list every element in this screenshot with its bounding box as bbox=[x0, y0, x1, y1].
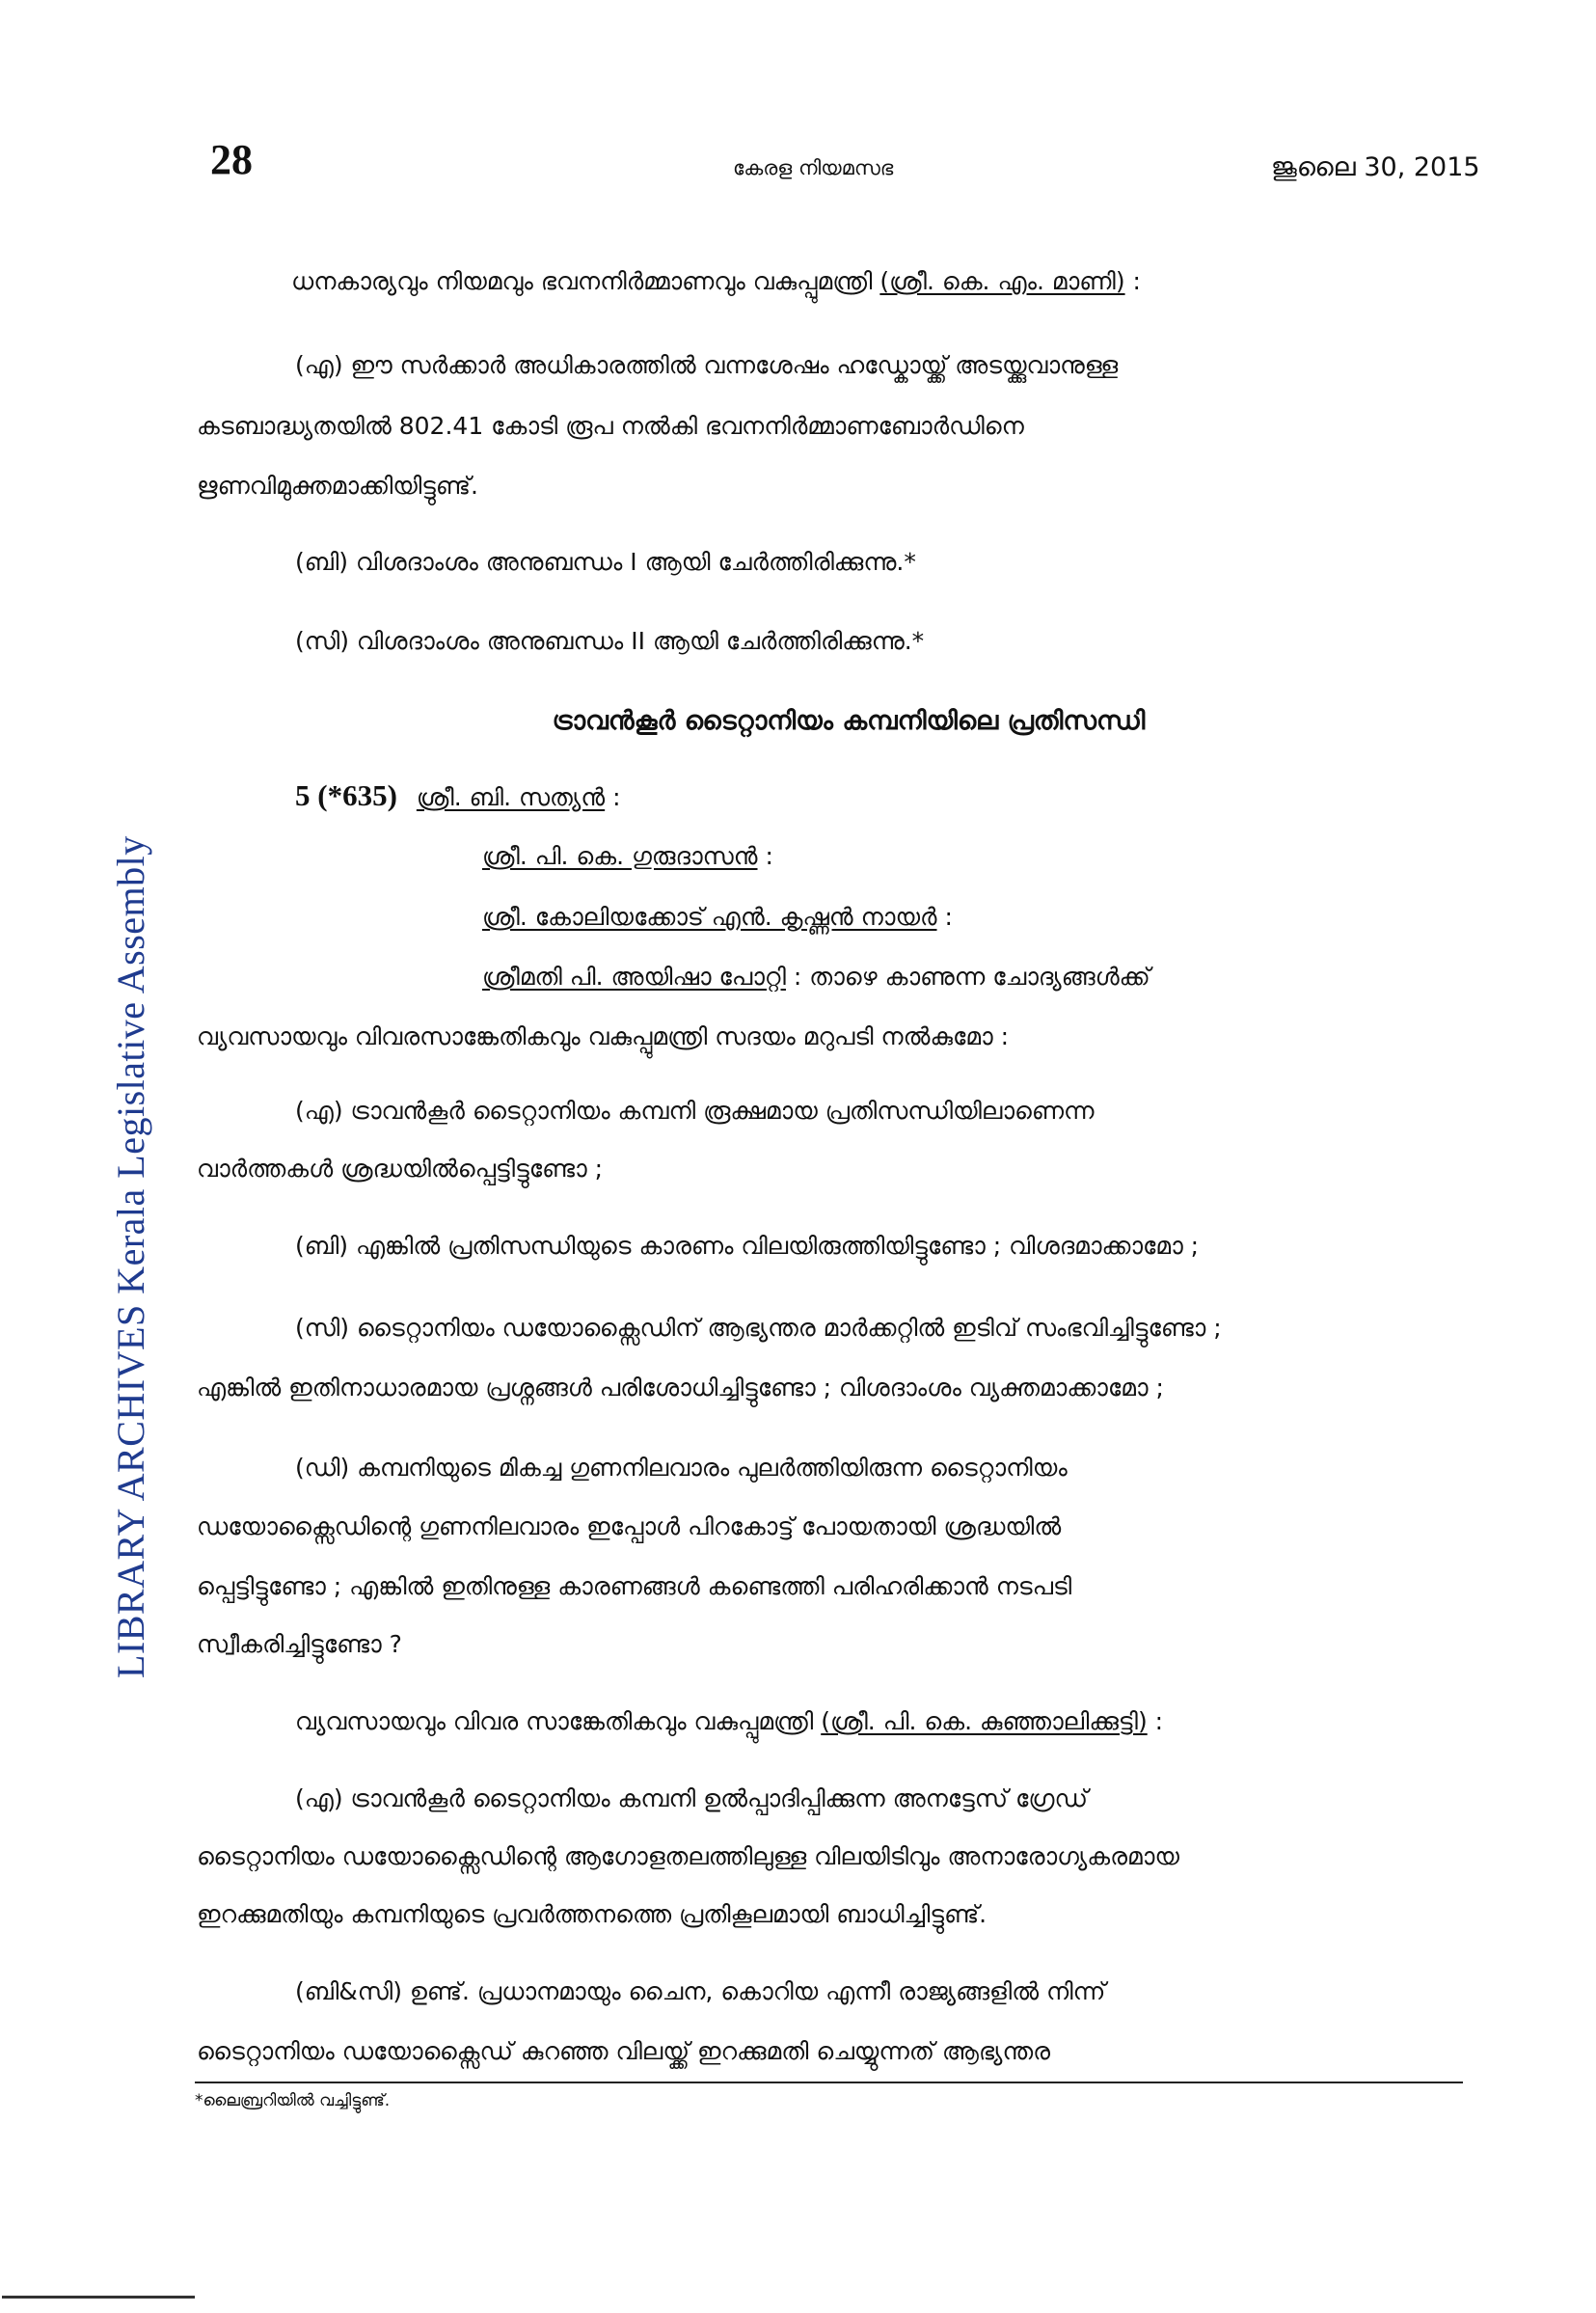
page-header-date: ജൂലൈ 30, 2015 bbox=[1271, 152, 1480, 182]
minister-suffix: : bbox=[1132, 267, 1141, 295]
answer2-a-line-1: (എ) ട്രാവൻകൂർ ടൈറ്റാനിയം കമ്പനി ഉൽപ്പാദിപ്പിക്കുന്ന അനട്ടേസ് ഗ്രേഡ് bbox=[295, 1784, 1089, 1812]
answer2-a-line-3: ഇറക്കുമതിയും കമ്പനിയുടെ പ്രവർത്തനത്തെ പ്രതികൂലമായി ബാധിച്ചിട്ടുണ്ട്. bbox=[197, 1900, 987, 1928]
question-intro-tail: : താഴെ കാണുന്ന ചോദ്യങ്ങൾക്ക് bbox=[793, 963, 1150, 991]
answer2-bc-line-1: (ബി&സി) ഉണ്ട്. പ്രധാനമായും ചൈന, കൊറിയ എന്നീ രാജ്യങ്ങളിൽ നിന്ന് bbox=[295, 1977, 1106, 2005]
question-d-line-3: പ്പെട്ടിട്ടുണ്ടോ ; എങ്കിൽ ഇതിനുള്ള കാരണങ്ങൾ കണ്ടെത്തി പരിഹരിക്കാൻ നടപടി bbox=[197, 1572, 1072, 1600]
answer2-a-line-2: ടൈറ്റാനിയം ഡയോക്സൈഡിന്റെ ആഗോളതലത്തിലുള്ള വിലയിടിവും അനാരോഗ്യകരമായ bbox=[197, 1842, 1179, 1870]
minister2-suffix: : bbox=[1154, 1707, 1164, 1735]
member-line-3 bbox=[482, 901, 953, 934]
question-d-line-2: ഡയോക്സൈഡിന്റെ ഗുണനിലവാരം ഇപ്പോൾ പിറകോട്ട് പോയതായി ശ്രദ്ധയിൽ bbox=[197, 1512, 1062, 1540]
member-2: ശ്രീ. പി. കെ. ഗുരുദാസൻ bbox=[482, 842, 758, 870]
question-intro-line-2: വ്യവസായവും വിവരസാങ്കേതികവും വകുപ്പുമന്ത്രി സദയം മറുപടി നൽകുമോ : bbox=[197, 1022, 1010, 1050]
member-3-sep: : bbox=[944, 903, 953, 931]
question-number: 5 (*635) bbox=[295, 778, 397, 812]
question-a-line-1: (എ) ട്രാവൻകൂർ ടൈറ്റാനിയം കമ്പനി രൂക്ഷമായ പ്രതിസന്ധിയിലാണെന്ന bbox=[295, 1097, 1095, 1125]
minister-line-1 bbox=[291, 265, 1141, 298]
member-line-4 bbox=[482, 961, 1150, 993]
answer1-a-text-1: (എ) ഈ സർക്കാർ അധികാരത്തിൽ വന്നശേഷം ഹഡ്കോയ്ക്ക് അടയ്ക്കുവാനുള്ള bbox=[295, 351, 1119, 379]
footnote: *ലൈബ്രറിയിൽ വച്ചിട്ടുണ്ട്. bbox=[195, 2091, 391, 2110]
question-a-line-2: വാർത്തകൾ ശ്രദ്ധയിൽപ്പെട്ടിട്ടുണ്ടോ ; bbox=[197, 1155, 603, 1183]
minister2-title: വ്യവസായവും വിവര സാങ്കേതികവും വകുപ്പുമന്ത്രി bbox=[295, 1707, 814, 1735]
page-header-title: കേരള നിയമസഭ bbox=[733, 156, 894, 179]
answer1-a-line-3 bbox=[197, 470, 478, 503]
minister-name: (ശ്രീ. കെ. എം. മാണി) bbox=[879, 267, 1125, 295]
question-b: (ബി) എങ്കിൽ പ്രതിസന്ധിയുടെ കാരണം വിലയിരുത്തിയിട്ടുണ്ടോ ; വിശദമാക്കാമോ ; bbox=[295, 1232, 1200, 1260]
minister-title: ധനകാര്യവും നിയമവും ഭവനനിർമ്മാണവും വകുപ്പുമന്ത്രി bbox=[291, 267, 873, 295]
member-line-2 bbox=[482, 840, 773, 873]
question-d-line-1: (ഡി) കമ്പനിയുടെ മികച്ച ഗുണനിലവാരം പുലർത്തിയിരുന്ന ടൈറ്റാനിയം bbox=[295, 1454, 1068, 1482]
page-edge-rule bbox=[2, 2296, 195, 2299]
member-1-sep: : bbox=[612, 783, 621, 811]
page-number: 28 bbox=[210, 136, 253, 183]
footnote-divider bbox=[195, 2082, 1463, 2083]
question-d-line-4: സ്വീകരിച്ചിട്ടുണ്ടോ ? bbox=[197, 1630, 402, 1658]
member-2-sep: : bbox=[765, 842, 773, 870]
question-first-line bbox=[295, 779, 621, 814]
section-heading: ട്രാവൻകൂർ ടൈറ്റാനിയം കമ്പനിയിലെ പ്രതിസന്ധി bbox=[552, 706, 1146, 736]
answer2-bc-line-2: ടൈറ്റാനിയം ഡയോക്സൈഡ് കുറഞ്ഞ വിലയ്ക്ക് ഇറക്കുമതി ചെയ്യുന്നത് ആഭ്യന്തര bbox=[197, 2037, 1051, 2065]
answer1-a-text-3: ഋണവിമുക്തമാക്കിയിട്ടുണ്ട്. bbox=[197, 472, 478, 500]
member-1: ശ്രീ. ബി. സത്യൻ bbox=[416, 783, 606, 811]
question-c-line-1: (സി) ടൈറ്റാനിയം ഡയോക്സൈഡിന് ആഭ്യന്തര മാർക്കറ്റിൽ ഇടിവ് സംഭവിച്ചിട്ടുണ്ടോ ; bbox=[295, 1314, 1222, 1342]
watermark-text: LIBRARY ARCHIVES Kerala Legislative Assembly bbox=[109, 835, 152, 1678]
minister-line-2 bbox=[295, 1705, 1163, 1738]
answer1-a-line-1 bbox=[295, 349, 1467, 382]
member-4: ശ്രീമതി പി. അയിഷാ പോറ്റി bbox=[482, 963, 786, 991]
member-3: ശ്രീ. കോലിയക്കോട് എൻ. കൃഷ്ണൻ നായർ bbox=[482, 903, 937, 931]
minister2-name: (ശ്രീ. പി. കെ. കുഞ്ഞാലിക്കുട്ടി) bbox=[821, 1707, 1148, 1735]
question-c-line-2: എങ്കിൽ ഇതിനാധാരമായ പ്രശ്നങ്ങൾ പരിശോധിച്ചിട്ടുണ്ടോ ; വിശദാംശം വ്യക്തമാക്കാമോ ; bbox=[197, 1374, 1164, 1401]
answer1-a-text-2: കടബാദ്ധ്യതയിൽ 802.41 കോടി രൂപ നൽകി ഭവനനിർമ്മാണബോർഡിനെ bbox=[197, 412, 1024, 440]
answer1-a-line-2 bbox=[197, 410, 1024, 443]
answer1-b: (ബി) വിശദാംശം അനുബന്ധം I ആയി ചേർത്തിരിക്കുന്നു.* bbox=[295, 548, 916, 576]
answer1-c: (സി) വിശദാംശം അനുബന്ധം II ആയി ചേർത്തിരിക്കുന്നു.* bbox=[295, 627, 925, 655]
